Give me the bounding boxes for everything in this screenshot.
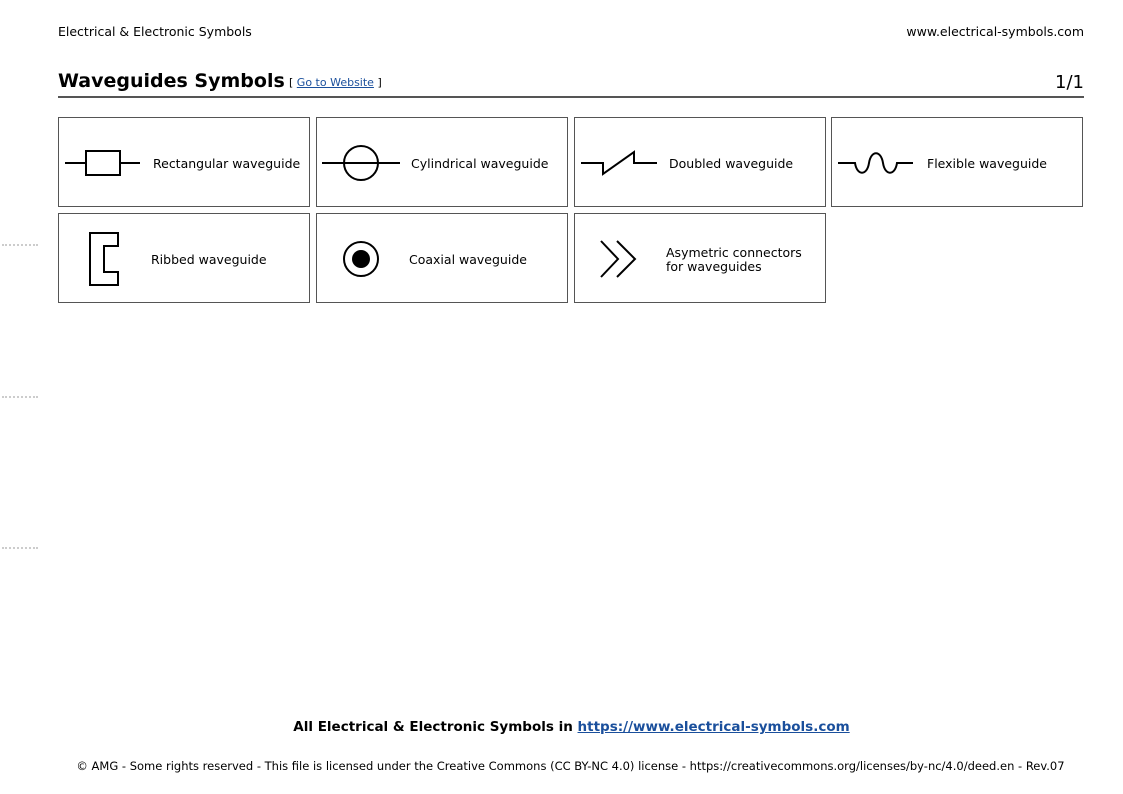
- bracket-close: ]: [377, 76, 382, 89]
- bracket-open: [: [289, 76, 294, 89]
- page-number: 1/1: [1055, 72, 1084, 93]
- doubled-waveguide-icon: [581, 152, 657, 174]
- symbol-label: Coaxial waveguide: [409, 252, 527, 267]
- symbol-label: Flexible waveguide: [927, 156, 1048, 171]
- coaxial-waveguide-icon: [344, 242, 378, 276]
- footer-text: All Electrical & Electronic Symbols in: [293, 719, 573, 735]
- symbol-label: Cylindrical waveguide: [411, 156, 549, 171]
- goto-website-link[interactable]: Go to Website: [296, 76, 374, 89]
- label-line: Asymetric connectors: [666, 245, 802, 260]
- footer-link[interactable]: https://www.electrical-symbols.com: [577, 719, 850, 735]
- rectangular-waveguide-icon: [65, 151, 140, 175]
- label-line: for waveguides: [666, 259, 762, 274]
- footer-license: © AMG - Some rights reserved - This file is licensed under the Creative Commons (CC BY-NC 4.0) license - https://creativecommons.org/licenses/by-nc/4.0/deed.en - Rev.07: [76, 759, 1065, 773]
- flexible-waveguide-icon: [838, 153, 913, 173]
- page-title: Waveguides Symbols: [58, 70, 285, 92]
- symbol-label: Doubled waveguide: [669, 156, 794, 171]
- header-left: Electrical & Electronic Symbols: [58, 24, 252, 39]
- cylindrical-waveguide-icon: [322, 146, 400, 180]
- ribbed-waveguide-icon: [90, 233, 118, 285]
- symbol-label: Rectangular waveguide: [153, 156, 301, 171]
- asymetric-connectors-icon: [601, 241, 635, 277]
- footer-promo: [0, 719, 1123, 735]
- header-right: www.electrical-symbols.com: [906, 24, 1084, 39]
- symbol-label: Ribbed waveguide: [151, 252, 267, 267]
